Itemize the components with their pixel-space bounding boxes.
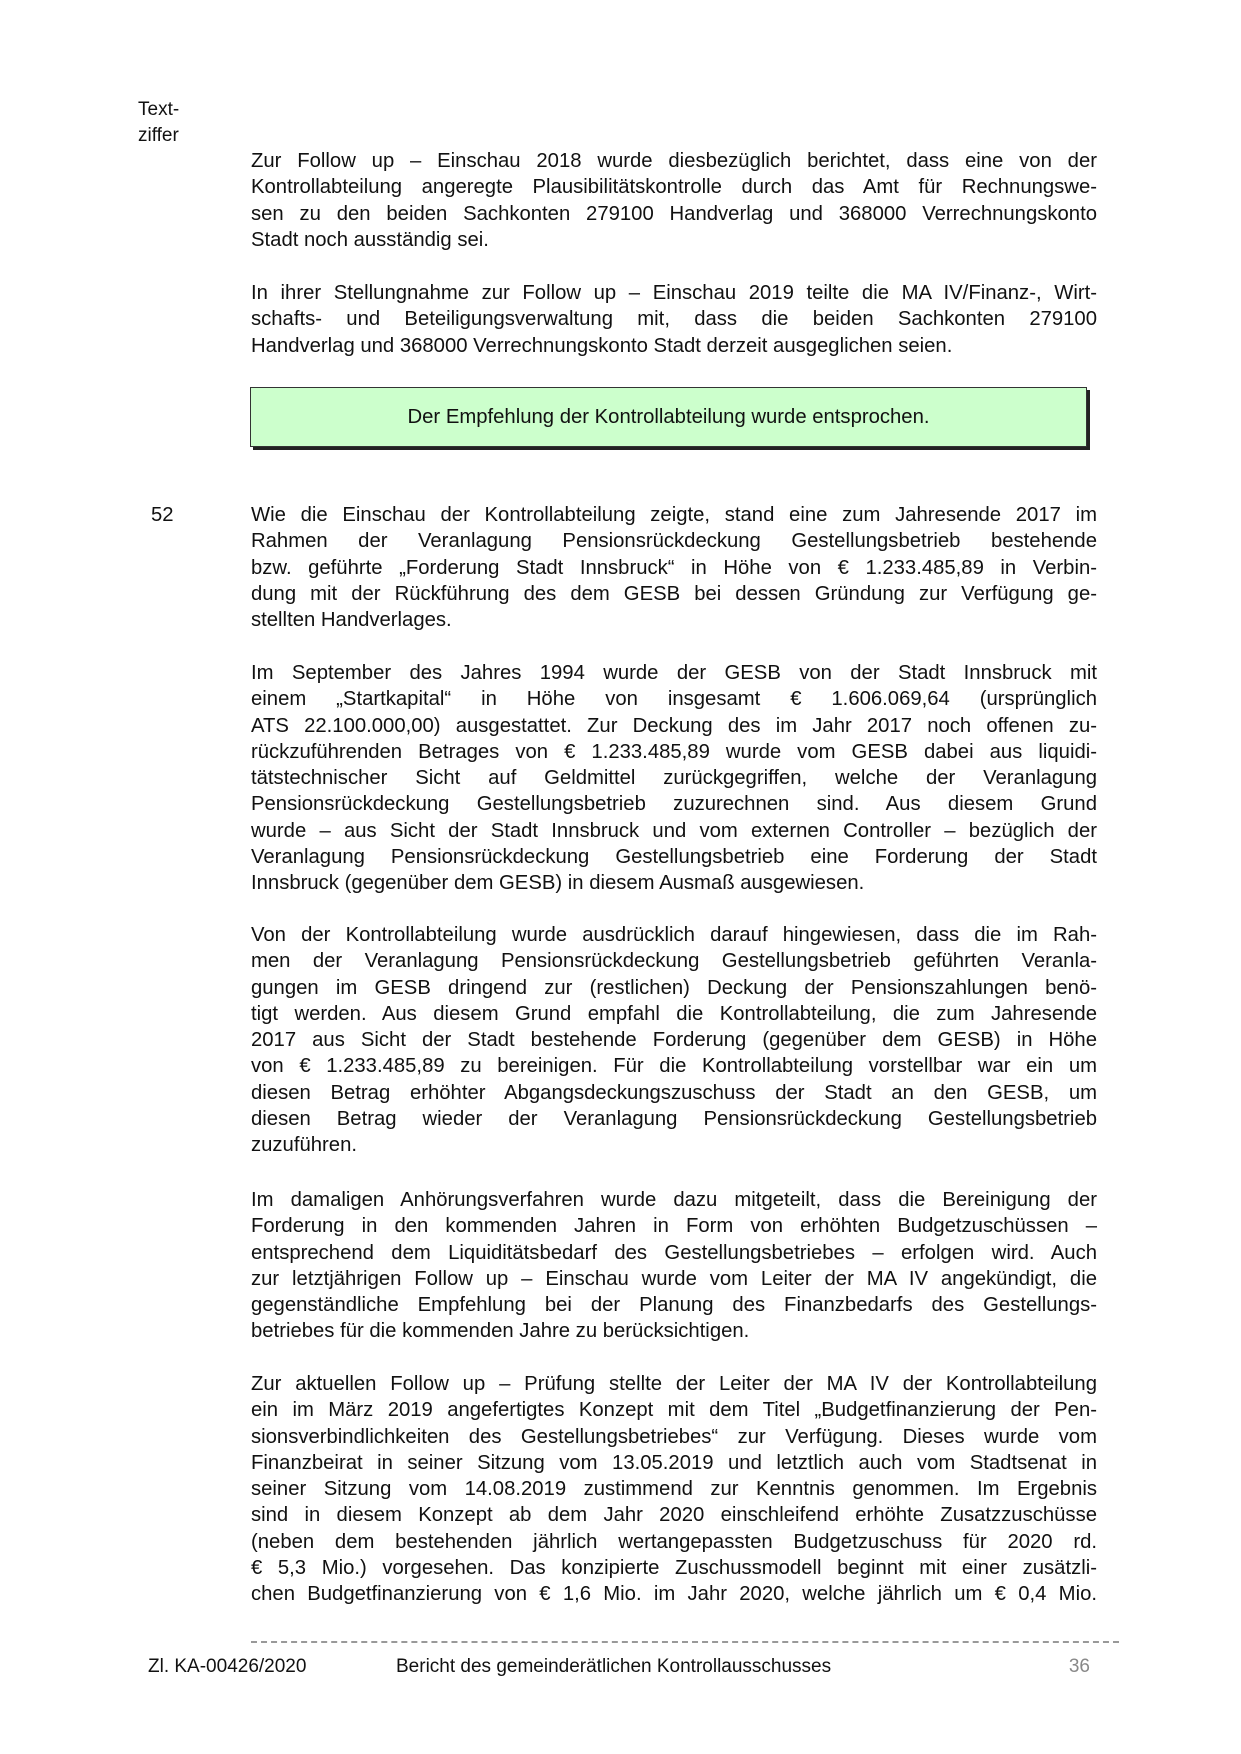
text-line: tätstechnischer Sicht auf Geldmittel zurückgegriffen, welche der Veranlagung <box>251 767 1097 790</box>
paragraph <box>251 660 1097 897</box>
text-line: chen Budgetfinanzierung von € 1,6 Mio. im Jahr 2020, welche jährlich um € 0,4 Mio. <box>251 1583 1097 1606</box>
text-line: Wie die Einschau der Kontrollabteilung zeigte, stand eine zum Jahresende 2017 im <box>251 504 1097 526</box>
text-line: Rahmen der Veranlagung Pensionsrückdeckung Gestellungsbetrieb bestehende <box>251 530 1097 553</box>
text-line: Im damaligen Anhörungsverfahren wurde dazu mitgeteilt, dass die Bereinigung der <box>251 1189 1097 1211</box>
text-line: Finanzbeirat in seiner Sitzung vom 13.05.2019 und letztlich auch vom Stadtsenat in <box>251 1451 1097 1474</box>
recommendation-text: Der Empfehlung der Kontrollabteilung wurde entsprochen. <box>407 405 930 428</box>
text-line: stellten Handverlages. <box>251 609 452 632</box>
text-line: In ihrer Stellungnahme zur Follow up – Einschau 2019 teilte die MA IV/Finanz-, Wirt- <box>251 282 1097 304</box>
text-line: (neben dem bestehenden jährlich wertangepassten Budgetzuschuss für 2020 rd. <box>251 1530 1097 1553</box>
text-line: dung mit der Rückführung des dem GESB bei dessen Gründung zur Verfügung ge- <box>251 582 1097 605</box>
footer-title: Bericht des gemeinderätlichen Kontrollausschusses <box>396 1656 832 1677</box>
paragraph <box>251 502 1097 633</box>
paragraph <box>251 280 1097 359</box>
text-line: sionsverbindlichkeiten des Gestellungsbetriebes“ zur Verfügung. Dieses wurde vom <box>251 1425 1097 1448</box>
text-line: einem „Startkapital“ in Höhe von insgesamt € 1.606.069,64 (ursprünglich <box>251 688 1097 711</box>
textziffer-number: 52 <box>151 504 174 526</box>
text-line: Stadt noch ausständig sei. <box>251 228 489 251</box>
text-line: ATS 22.100.000,00) ausgestattet. Zur Deckung des im Jahr 2017 noch offenen zu- <box>251 714 1097 737</box>
text-line: Forderung in den kommenden Jahren in Form von erhöhten Budgetzuschüssen – <box>251 1215 1097 1238</box>
text-line: betriebes für die kommenden Jahre zu berücksichtigen. <box>251 1320 750 1343</box>
text-line: ein im März 2019 angefertigtes Konzept mit dem Titel „Budgetfinanzierung der Pen- <box>251 1399 1097 1422</box>
text-line: schafts- und Beteiligungsverwaltung mit, dass die beiden Sachkonten 279100 <box>251 308 1097 331</box>
text-line: Von der Kontrollabteilung wurde ausdrücklich darauf hingewiesen, dass die im Rah- <box>251 924 1097 946</box>
text-line: seiner Sitzung vom 14.08.2019 zustimmend zur Kenntnis genommen. Im Ergebnis <box>251 1478 1097 1501</box>
text-line: sind in diesem Konzept ab dem Jahr 2020 einschleifend erhöhte Zusatzzuschüsse <box>251 1504 1097 1527</box>
footer-reference: Zl. KA-00426/2020 <box>148 1656 307 1677</box>
text-line: € 5,3 Mio.) vorgesehen. Das konzipierte Zuschussmodell beginnt mit einer zusätzli- <box>251 1557 1097 1580</box>
margin-header-line1: Text- <box>138 99 180 120</box>
margin-header-line2: ziffer <box>138 125 179 146</box>
text-line: tigt werden. Aus diesem Grund empfahl die Kontrollabteilung, die zum Jahresende <box>251 1002 1097 1025</box>
text-line: Pensionsrückdeckung Gestellungsbetrieb zuzurechnen sind. Aus diesem Grund <box>251 793 1097 816</box>
text-line: diesen Betrag erhöhter Abgangsdeckungszuschuss der Stadt an den GESB, um <box>251 1081 1097 1104</box>
text-line: men der Veranlagung Pensionsrückdeckung Gestellungsbetrieb geführten Veranla- <box>251 950 1097 973</box>
text-line: diesen Betrag wieder der Veranlagung Pensionsrückdeckung Gestellungsbetrieb <box>251 1108 1097 1131</box>
text-line: wurde – aus Sicht der Stadt Innsbruck und vom externen Controller – bezüglich der <box>251 819 1097 842</box>
text-line: Innsbruck (gegenüber dem GESB) in diesem Ausmaß ausgewiesen. <box>251 872 865 895</box>
paragraph <box>251 1187 1097 1345</box>
text-line: gegenständliche Empfehlung bei der Planung des Finanzbedarfs des Gestellungs- <box>251 1294 1097 1317</box>
text-line: Zur aktuellen Follow up – Prüfung stellte der Leiter der MA IV der Kontrollabteilung <box>251 1373 1097 1395</box>
text-line: sen zu den beiden Sachkonten 279100 Handverlag und 368000 Verrechnungskonto <box>251 202 1097 225</box>
text-line: zur letztjährigen Follow up – Einschau wurde vom Leiter der MA IV angekündigt, die <box>251 1267 1097 1290</box>
paragraph <box>251 1371 1097 1608</box>
text-line: bzw. geführte „Forderung Stadt Innsbruck“ in Höhe von € 1.233.485,89 in Verbin- <box>251 556 1097 579</box>
text-line: 2017 aus Sicht der Stadt bestehende Forderung (gegenüber dem GESB) in Höhe <box>251 1029 1097 1052</box>
text-line: entsprechend dem Liquiditätsbedarf des Gestellungsbetriebes – erfolgen wird. Auch <box>251 1241 1097 1264</box>
text-line: gungen im GESB dringend zur (restlichen) Deckung der Pensionszahlungen benö- <box>251 976 1097 999</box>
text-line: Im September des Jahres 1994 wurde der GESB von der Stadt Innsbruck mit <box>251 662 1097 684</box>
text-line: Handverlag und 368000 Verrechnungskonto Stadt derzeit ausgeglichen seien. <box>251 334 953 357</box>
footer-divider <box>251 1641 1119 1643</box>
text-line: Kontrollabteilung angeregte Plausibilitätskontrolle durch das Amt für Rechnungswe- <box>251 176 1097 199</box>
text-line: zuzuführen. <box>251 1134 357 1157</box>
text-line: Veranlagung Pensionsrückdeckung Gestellungsbetrieb eine Forderung der Stadt <box>251 846 1097 869</box>
text-line: Zur Follow up – Einschau 2018 wurde diesbezüglich berichtet, dass eine von der <box>251 150 1097 172</box>
page-number: 36 <box>1068 1656 1090 1677</box>
paragraph <box>251 148 1097 253</box>
text-line: rückzuführenden Betrages von € 1.233.485,89 wurde vom GESB dabei aus liquidi- <box>251 740 1097 763</box>
recommendation-box <box>250 387 1087 447</box>
paragraph <box>251 922 1097 1159</box>
text-line: von € 1.233.485,89 zu bereinigen. Für die Kontrollabteilung vorstellbar war ein um <box>251 1055 1097 1078</box>
